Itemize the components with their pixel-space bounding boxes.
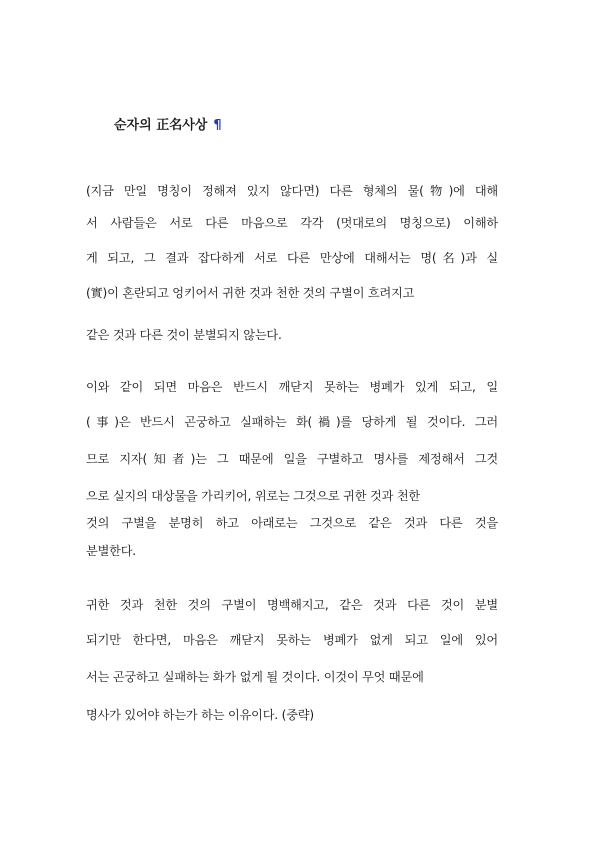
text-line: 명사가 있어야 하는가 하는 이유이다. (중략) (86, 708, 314, 722)
paragraph-mark-icon: ¶ (213, 118, 222, 133)
text-line: 게 되고, 그 결과 잡다하게 서로 다른 만상에 대해서는 명(名)과 실 (86, 251, 498, 265)
text-line: 분별한다. (86, 544, 136, 558)
text-line: 서 사람들은 서로 다른 마음으로 각각 (멋대로의 명칭으로) 이해하 (86, 216, 498, 230)
page-title (114, 114, 222, 133)
text-line: 되기만 한다면, 마음은 깨닫지 못하는 병폐가 없게 되고 일에 있어 (86, 633, 498, 647)
text-line: 으로 실지의 대상물을 가리키어, 위로는 그것으로 귀한 것과 천한 (86, 489, 420, 503)
text-line: (實)이 혼란되고 엉키어서 귀한 것과 천한 것의 구별이 흐려지고 (86, 286, 415, 300)
text-line: 므로 지자(知者)는 그 때문에 일을 구별하고 명사를 제정해서 그것 (86, 452, 498, 466)
title-text: 순자의 正名사상 (114, 118, 208, 133)
text-line: 귀한 것과 천한 것의 구별이 명백해지고, 같은 것과 다른 것이 분별 (86, 598, 498, 612)
text-line: (事)은 반드시 곤궁하고 실패하는 화(禍)를 당하게 될 것이다. 그러 (86, 415, 498, 429)
text-line: 것의 구별을 분명히 하고 아래로는 그것으로 같은 것과 다른 것을 (86, 516, 498, 530)
text-line: 같은 것과 다른 것이 분별되지 않는다. (86, 328, 282, 342)
text-line: 이와 같이 되면 마음은 반드시 깨닫지 못하는 병폐가 있게 되고, 일 (86, 380, 498, 394)
text-line: (지금 만일 명칭이 정해져 있지 않다면) 다른 형체의 물(物)에 대해 (86, 184, 498, 198)
text-line: 서는 곤궁하고 실패하는 화가 없게 될 것이다. 이것이 무엇 때문에 (86, 670, 424, 684)
